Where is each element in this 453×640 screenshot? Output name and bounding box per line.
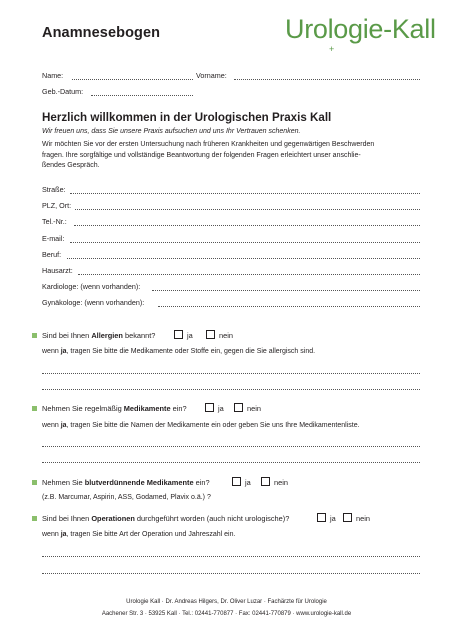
beruf-field[interactable]	[67, 258, 420, 259]
hausarzt-label: Hausarzt:	[42, 266, 73, 275]
blutverduennend-nein-checkbox[interactable]	[261, 477, 270, 486]
vorname-label: Vorname:	[196, 71, 227, 80]
blutverduennend-ja-checkbox[interactable]	[232, 477, 241, 486]
operationen-nein-label: nein	[356, 514, 370, 523]
operationen-note: wenn ja, tragen Sie bitte Art der Operation und Jahreszahl ein.	[42, 531, 236, 538]
logo-cross-icon: +	[329, 44, 334, 54]
page-title: Anamnesebogen	[42, 25, 161, 41]
intro-line: Wir möchten Sie vor der ersten Untersuchung nach früheren Krankheiten und gegenwärtigen Beschwerden	[42, 141, 375, 148]
plz-ort-field[interactable]	[75, 209, 420, 210]
allergien-nein-checkbox[interactable]	[206, 330, 215, 339]
welcome-subtitle: Wir freuen uns, dass Sie unsere Praxis aufsuchen und uns Ihr Vertrauen schenken.	[42, 128, 301, 135]
gynaekologe-label: Gynäkologe: (wenn vorhanden):	[42, 298, 145, 307]
operationen-ja-label: ja	[330, 514, 336, 523]
email-field[interactable]	[70, 242, 420, 243]
medikamente-nein-checkbox[interactable]	[234, 403, 243, 412]
blutverduennend-note: (z.B. Marcumar, Aspirin, ASS, Godamed, Plavix o.ä.) ?	[42, 494, 211, 501]
tel-label: Tel.-Nr.:	[42, 217, 67, 226]
blutverduennend-ja-label: ja	[245, 478, 251, 487]
medikamente-ja-label: ja	[218, 404, 224, 413]
operationen-answer-line-2[interactable]	[42, 573, 420, 574]
logo-text: Urologie-Kall	[285, 14, 436, 44]
gynaekologe-field[interactable]	[158, 306, 420, 307]
tel-field[interactable]	[74, 225, 420, 226]
strasse-label: Straße:	[42, 185, 66, 194]
welcome-heading: Herzlich willkommen in der Urologischen Praxis Kall	[42, 111, 332, 124]
footer-line-1: Urologie Kall · Dr. Andreas Hilgers, Dr. Oliver Luzar · Fachärzte für Urologie	[126, 599, 327, 605]
geb-datum-label: Geb.-Datum:	[42, 87, 84, 96]
allergien-answer-line-1[interactable]	[42, 373, 420, 374]
allergien-question: Sind bei Ihnen Allergien bekannt?	[42, 331, 156, 340]
beruf-label: Beruf:	[42, 250, 62, 259]
plz-ort-label: PLZ, Ort:	[42, 201, 72, 210]
medikamente-ja-checkbox[interactable]	[205, 403, 214, 412]
vorname-field[interactable]	[234, 79, 420, 80]
footer-line-2: Aachener Str. 3 · 53925 Kall · Tel.: 02441-770877 · Fax: 02441-770879 · www.urologie-kall.de	[101, 611, 352, 617]
name-label: Name:	[42, 71, 64, 80]
geb-datum-field[interactable]	[91, 95, 193, 96]
blutverduennend-question: Nehmen Sie blutverdünnende Medikamente ein?	[42, 478, 210, 487]
email-label: E-mail:	[42, 234, 65, 243]
kardiologe-field[interactable]	[152, 290, 420, 291]
intro-line: ßendes Gespräch.	[42, 162, 100, 169]
operationen-nein-checkbox[interactable]	[343, 513, 352, 522]
practice-logo	[285, 14, 436, 54]
operationen-answer-line-1[interactable]	[42, 556, 420, 557]
blutverduennend-nein-label: nein	[274, 478, 288, 487]
medikamente-question: Nehmen Sie regelmäßig Medikamente ein?	[42, 404, 187, 413]
bullet-icon	[32, 406, 37, 411]
hausarzt-field[interactable]	[78, 274, 420, 275]
name-field[interactable]	[72, 79, 193, 80]
kardiologe-label: Kardiologe: (wenn vorhanden):	[42, 282, 141, 291]
allergien-note: wenn ja, tragen Sie bitte die Medikamente oder Stoffe ein, gegen die Sie allergisch sind.	[42, 348, 316, 355]
medikamente-answer-line-2[interactable]	[42, 462, 420, 463]
allergien-nein-label: nein	[219, 331, 233, 340]
allergien-ja-checkbox[interactable]	[174, 330, 183, 339]
allergien-answer-line-2[interactable]	[42, 389, 420, 390]
allergien-ja-label: ja	[187, 331, 193, 340]
intro-line: fragen. Ihre sorgfältige und vollständige Beantwortung der folgenden Fragen erleichtert unser anschlie-	[42, 151, 361, 159]
strasse-field[interactable]	[70, 193, 420, 194]
operationen-ja-checkbox[interactable]	[317, 513, 326, 522]
operationen-question: Sind bei Ihnen Operationen durchgeführt worden (auch nicht urologische)?	[42, 514, 290, 523]
medikamente-nein-label: nein	[247, 404, 261, 413]
bullet-icon	[32, 480, 37, 485]
medikamente-answer-line-1[interactable]	[42, 446, 420, 447]
medikamente-note: wenn ja, tragen Sie bitte die Namen der Medikamente ein oder geben Sie uns Ihre Medikamentenliste.	[42, 422, 360, 429]
bullet-icon	[32, 333, 37, 338]
intro-paragraph	[42, 140, 424, 172]
bullet-icon	[32, 516, 37, 521]
